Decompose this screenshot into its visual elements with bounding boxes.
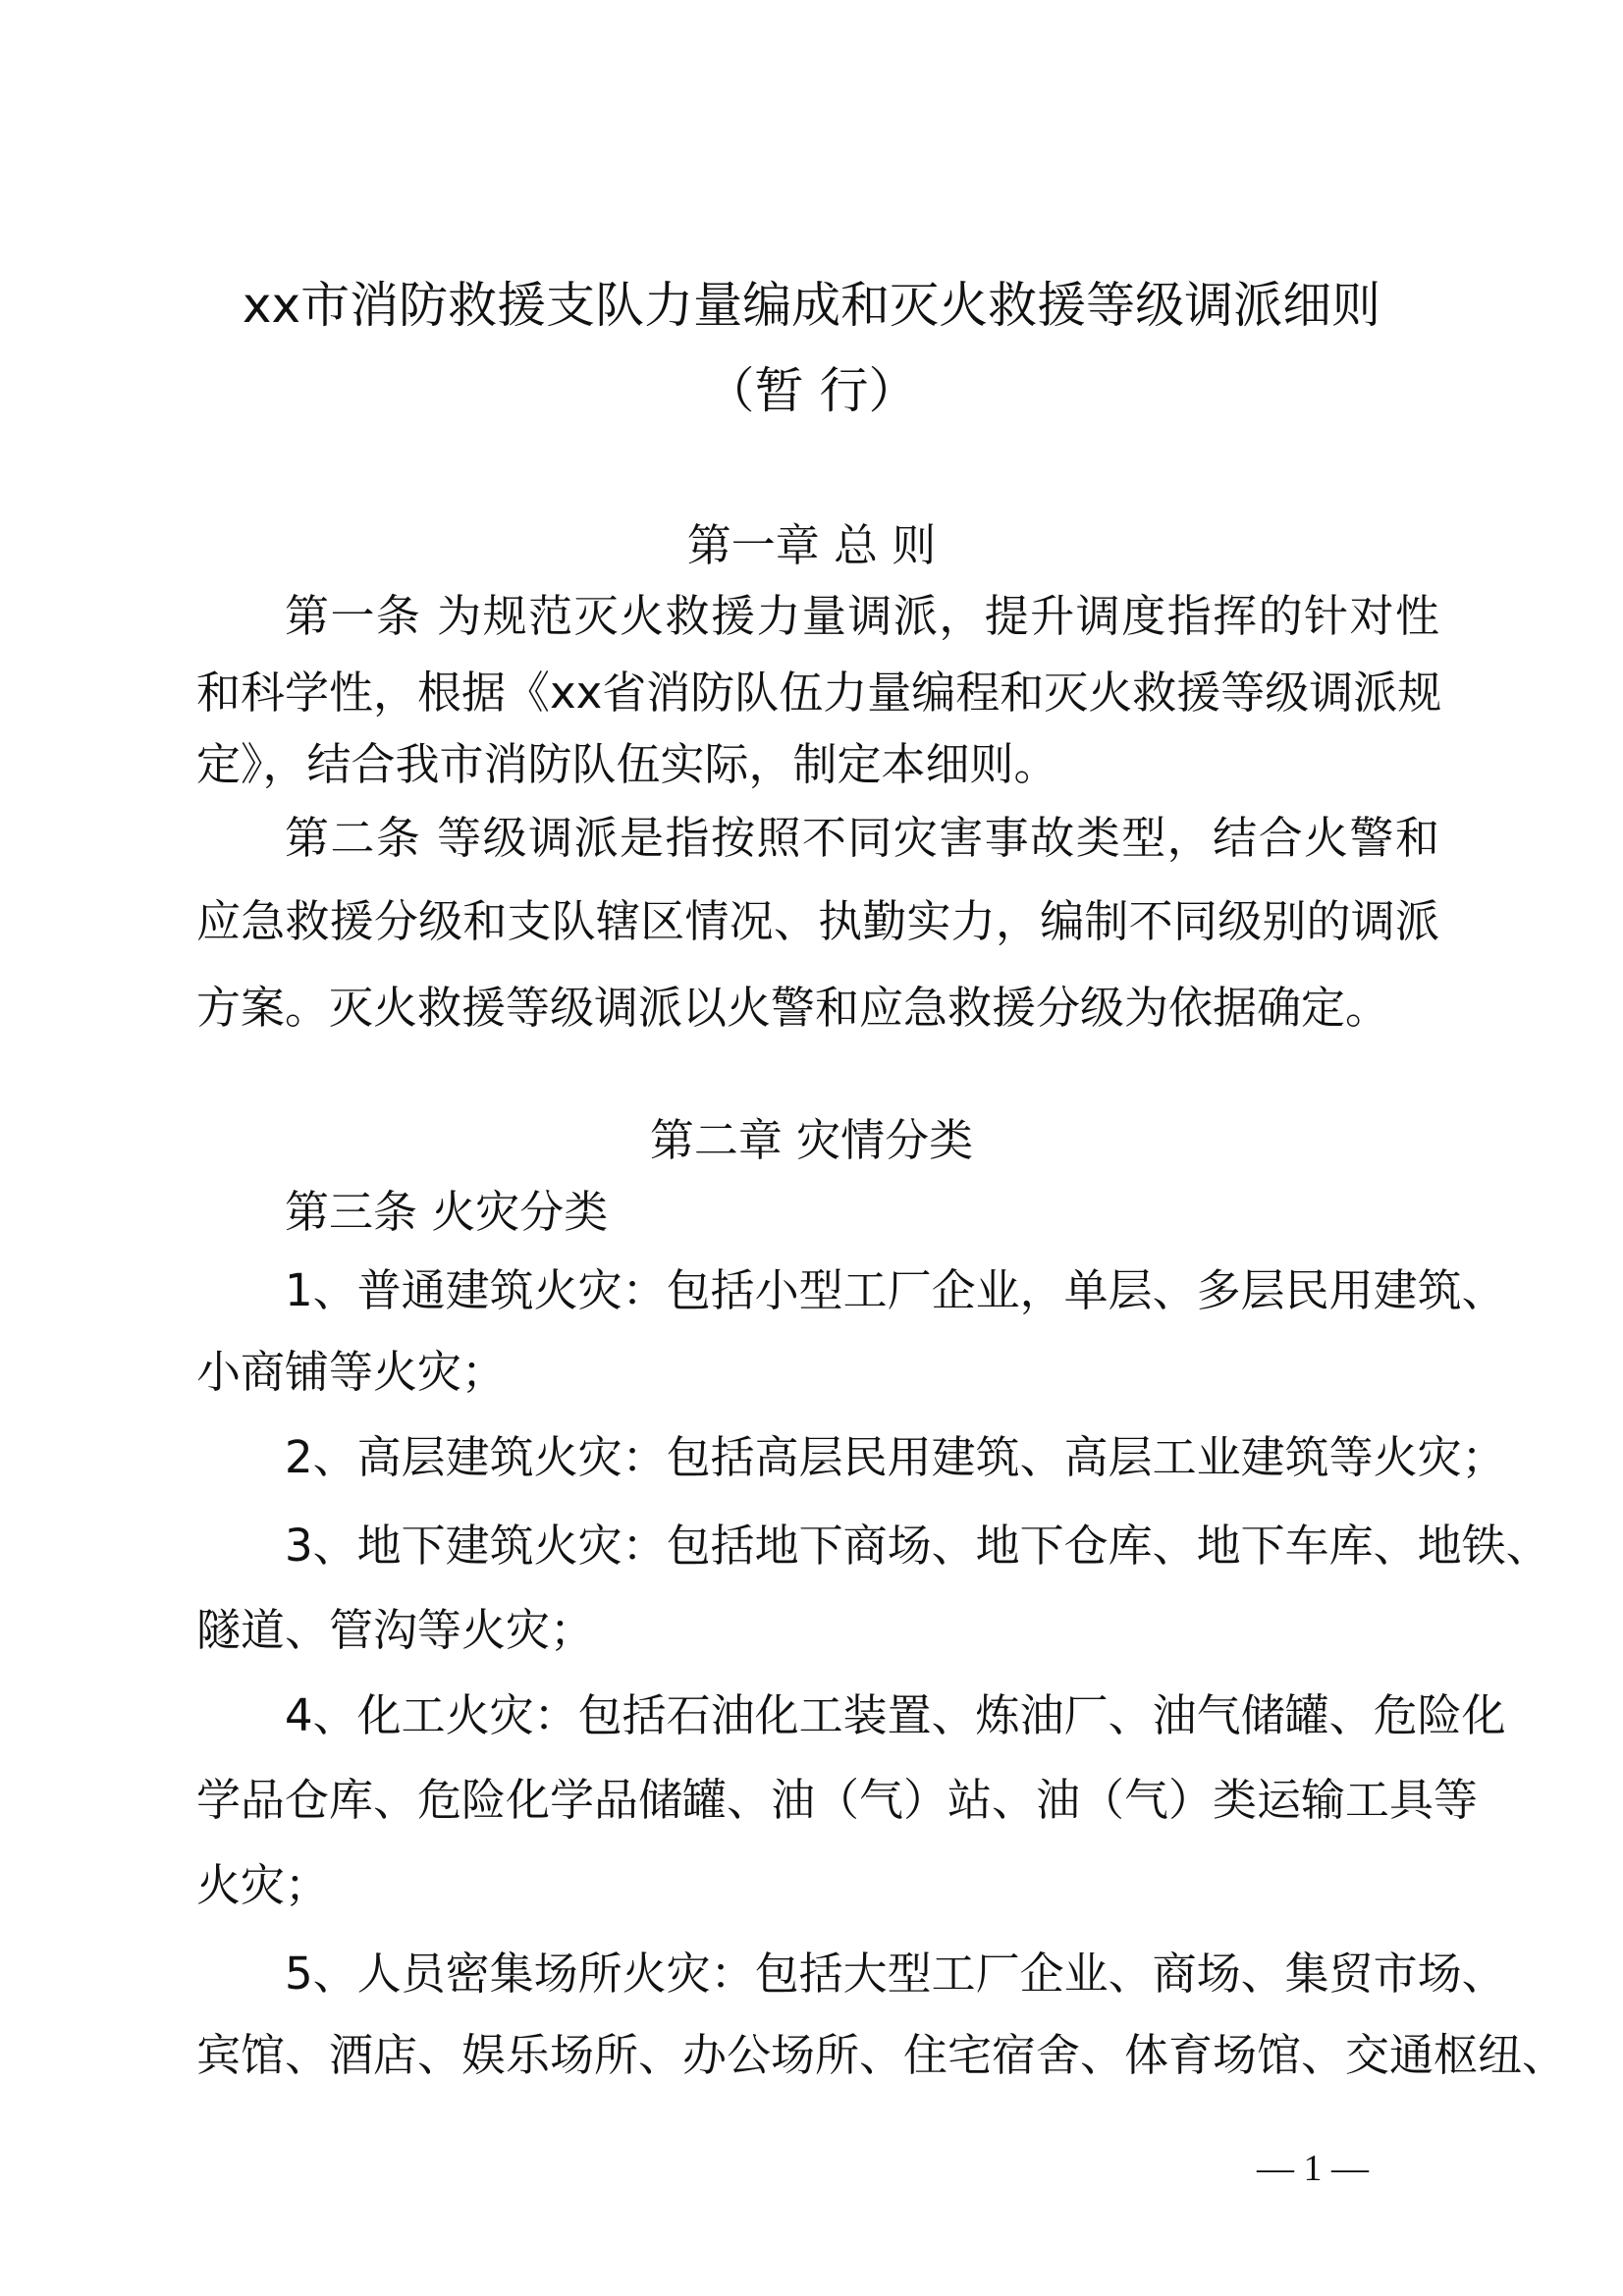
article-1-line: 定》，结合我市消防队伍实际，制定本细则。: [196, 738, 1058, 790]
article-1-line: 和科学性，根据《xx省消防队伍力量编程和灭火救援等级调派规: [196, 667, 1442, 719]
fire-category-item: 小商铺等火灾；: [196, 1346, 507, 1398]
fire-category-item: 1、普通建筑火灾：包括小型工厂企业，单层、多层民用建筑、: [285, 1264, 1506, 1316]
chapter-1-heading: 第一章 总 则: [686, 519, 937, 571]
article-1-line: 第一条 为规范灭火救援力量调派，提升调度指挥的针对性: [285, 590, 1439, 642]
fire-category-item: 隧道、管沟等火灾；: [196, 1604, 595, 1656]
article-2-line: 第二条 等级调派是指按照不同灾害事故类型，结合火警和: [285, 812, 1439, 864]
fire-category-item: 4、化工火灾：包括石油化工装置、炼油厂、油气储罐、危险化: [285, 1689, 1506, 1741]
article-3-heading: 第三条 火灾分类: [285, 1186, 609, 1238]
fire-category-item: 宾馆、酒店、娱乐场所、办公场所、住宅宿舍、体育场馆、交通枢纽、: [196, 2029, 1567, 2081]
fire-category-item: 学品仓库、危险化学品储罐、油（气）站、油（气）类运输工具等: [196, 1774, 1479, 1826]
fire-category-item: 5、人员密集场所火灾：包括大型工厂企业、商场、集贸市场、: [285, 1948, 1506, 2000]
document-subtitle: （暂 行）: [705, 362, 918, 419]
chapter-2-heading: 第二章 灾情分类: [649, 1114, 974, 1166]
page-number: — 1 —: [1257, 2148, 1369, 2189]
document-title: xx市消防救援支队力量编成和灭火救援等级调派细则: [242, 277, 1381, 334]
article-2-line: 应急救援分级和支队辖区情况、执勤实力，编制不同级别的调派: [196, 895, 1439, 947]
fire-category-item: 2、高层建筑火灾：包括高层民用建筑、高层工业建筑等火灾；: [285, 1431, 1506, 1483]
fire-category-item: 3、地下建筑火灾：包括地下商场、地下仓库、地下车库、地铁、: [285, 1520, 1550, 1572]
article-2-line: 方案。灭火救援等级调派以火警和应急救援分级为依据确定。: [196, 982, 1390, 1034]
fire-category-item: 火灾；: [196, 1859, 330, 1911]
